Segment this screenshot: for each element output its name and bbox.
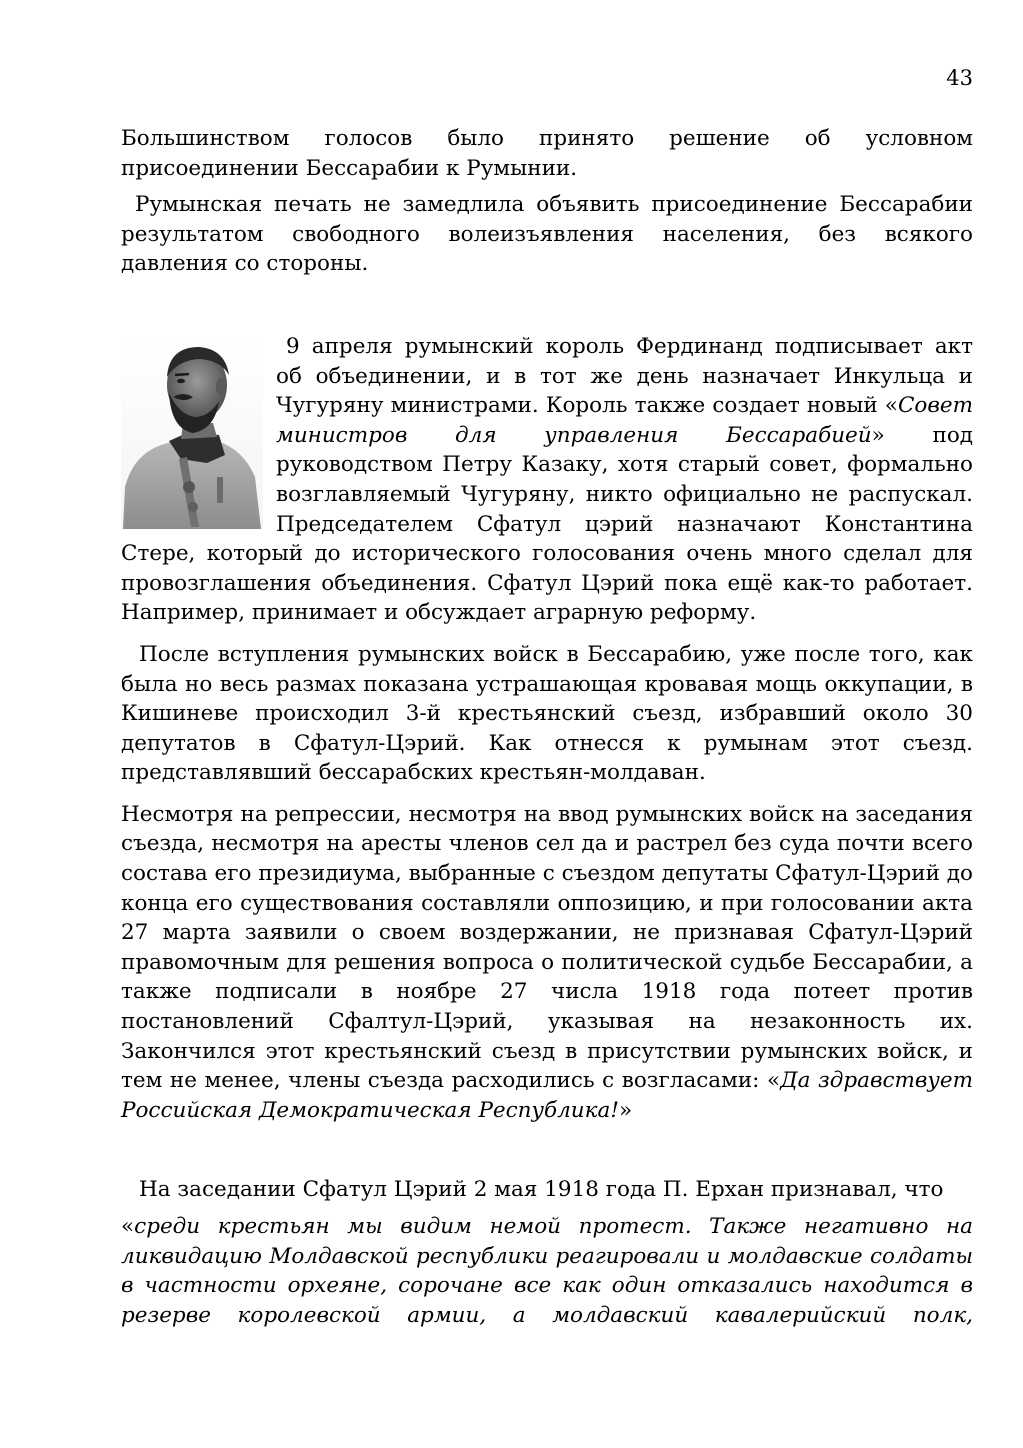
paragraph-3-text-b: » под руководством Петру Казаку, хотя старый совет, формально возглавляемый Чугуряну, никто официально не распускал. Председателем Сфатул цэрий назначают Константина Стере, который до исторического голосования очень много сделал для провозглашения объединения. Сфатул Цэрий пока ещё как-то работает. Например, принимает и обсуждает аграрную реформу. — [121, 422, 973, 626]
paragraph-5-italic: Да здравствует Российская Демократическая Республика! — [121, 1068, 973, 1123]
page-body — [121, 124, 973, 1330]
page-number: 43 — [946, 66, 973, 90]
paragraph-6: На заседании Сфатул Цэрий 2 мая 1918 года П. Ерхан признавал, что — [139, 1177, 944, 1203]
paragraph-2: Румынская печать не замедлила объявить присоединение Бессарабии результатом свободного волеизъявления населения, без всякого давления со стороны. — [121, 192, 973, 277]
portrait-image — [121, 337, 263, 529]
paragraph-5 — [121, 800, 973, 1126]
paragraph-5-text-a: Несмотря на репрессии, несмотря на ввод румынских войск на заседания съезда, несмотря на аресты членов сел да и растрел без суда почти всего состава его президиума, выбранные с съездом депутаты Сфатул-Цэрий до конца его существования составляли оппозицию, и при голосовании акта 27 марта заявили о своем воздержании, не признавая Сфатул-Цэрий правомочным для решения вопроса о политической судьбе Бессарабии, а также подписали в ноябре 27 числа 1918 года потеет против постановлений Сфалтул-Цэрий, указывая на незаконность их. Закончился этот крестьянский съезд в присутствии румынских войск, и тем не менее, члены съезда расходились с возгласами: « — [121, 801, 973, 1094]
quote-italic-text: среди крестьян мы видим немой протест. Также негативно на ликвидацию Молдавской республики реагировали и молдавские солдаты в частности орхеяне, сорочане все как один отказались находится в резерве королевской армии, а молдавский кавалерийский полк, — [121, 1214, 973, 1328]
portrait-king-ferdinand — [121, 337, 263, 529]
paragraph-4: После вступления румынских войск в Бессарабию, уже после того, как была но весь размах показана устрашающая кровавая мощь оккупации, в Кишиневе происходил 3-й крестьянский съезд, избравший около 30 депутатов в Сфатул-Цэрий. Как отнесся к румынам этот съезд. представлявший бессарабских крестьян-молдаван. — [121, 641, 973, 786]
spacer — [121, 279, 973, 332]
paragraph-3-block — [121, 332, 973, 628]
paragraph-5-text-b: » — [618, 1097, 633, 1123]
paragraph-3-italic: Совет министров для управления Бессарабией — [276, 393, 973, 448]
quote-open-mark: « — [121, 1214, 135, 1239]
paragraph-7-quote — [121, 1212, 973, 1330]
paragraph-3-text-a: 9 апреля румынский король Фердинанд подписывает акт об объединении, и в тот же день назначает Инкульца и Чугуряну министрами. Король также создает новый « — [276, 333, 973, 419]
paragraph-1: Большинством голосов было принято решение об условном присоединении Бессарабии к Румынии. — [121, 126, 973, 181]
